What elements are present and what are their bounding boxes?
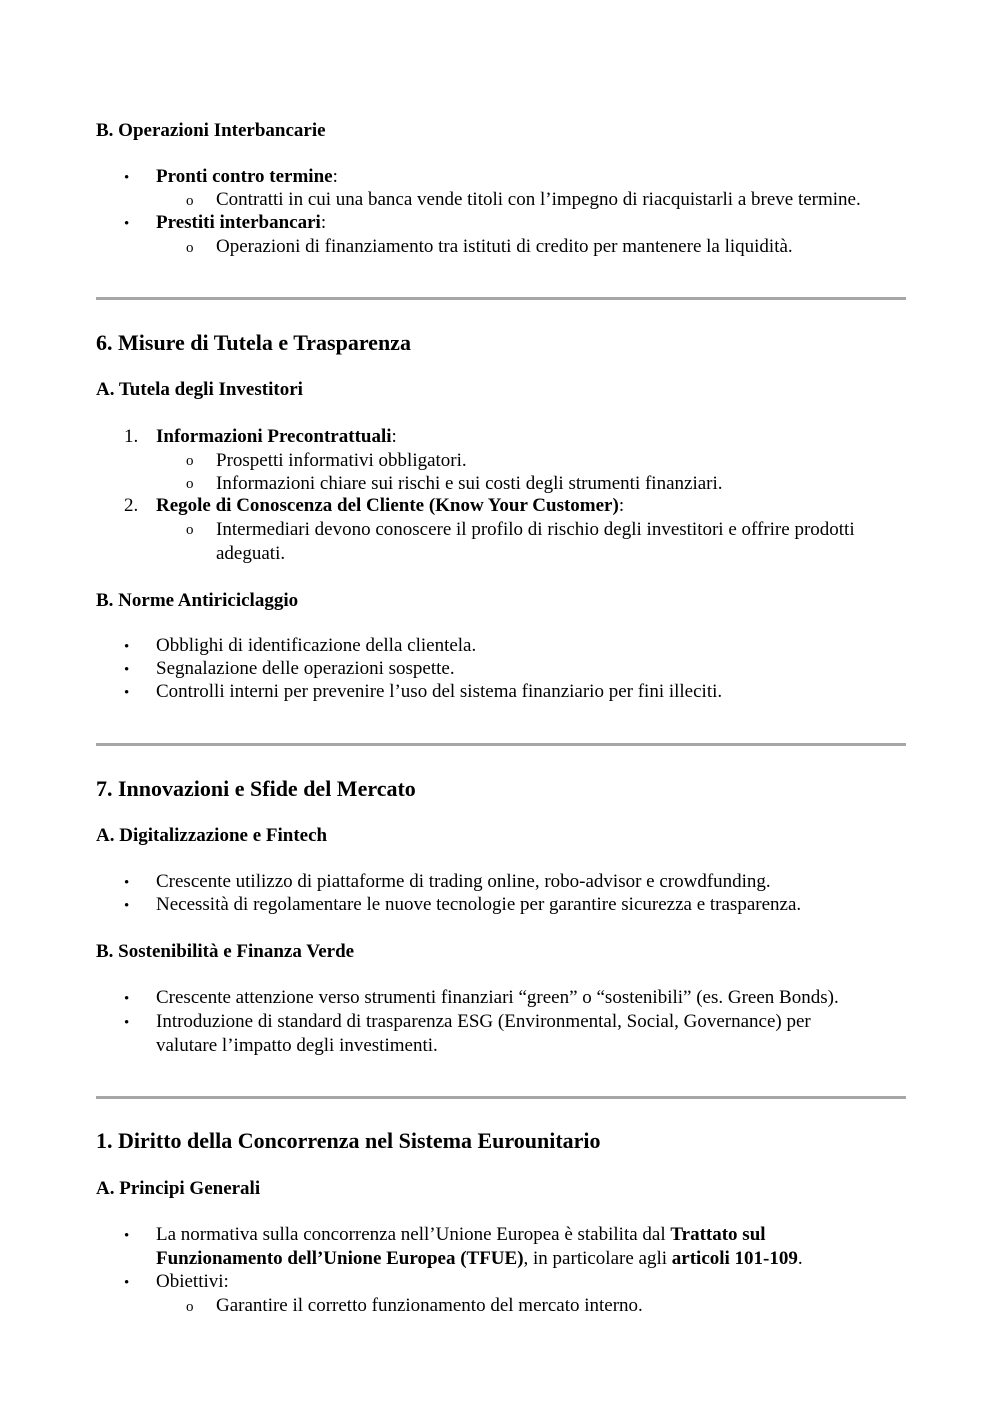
list-item: Obiettivi: xyxy=(156,1271,229,1292)
section-heading: B. Norme Antiriciclaggio xyxy=(96,590,299,611)
section-title: 7. Innovazioni e Sfide del Mercato xyxy=(96,776,416,801)
bullet-disc: • xyxy=(124,991,130,1007)
section-heading: A. Tutela degli Investitori xyxy=(96,379,303,400)
bullet-disc: • xyxy=(124,170,130,186)
sub-list-item: Prospetti informativi obbligatori. xyxy=(216,450,467,471)
bullet-circle: o xyxy=(186,453,194,469)
list-number: 2. xyxy=(124,495,139,516)
bullet-circle: o xyxy=(186,476,194,492)
section-title: 1. Diritto della Concorrenza nel Sistema Eurounitario xyxy=(96,1128,601,1153)
list-item: Prestiti interbancari: xyxy=(156,212,327,233)
list-item: Segnalazione delle operazioni sospette. xyxy=(156,658,455,679)
list-item: Informazioni Precontrattuali: xyxy=(156,426,397,447)
list-item: Regole di Conoscenza del Cliente (Know Your Customer): xyxy=(156,495,625,516)
bullet-disc: • xyxy=(124,1275,130,1291)
bullet-circle: o xyxy=(186,240,194,256)
list-item: Controlli interni per prevenire l’uso del sistema finanziario per fini illeciti. xyxy=(156,681,723,702)
sub-list-item: Intermediari devono conoscere il profilo di rischio degli investitori e offrire prodotti adeguati. xyxy=(216,519,855,564)
list-item: Crescente attenzione verso strumenti finanziari “green” o “sostenibili” (es. Green Bonds). xyxy=(156,987,839,1008)
section-heading: A. Principi Generali xyxy=(96,1178,261,1199)
bullet-circle: o xyxy=(186,1299,194,1315)
horizontal-rule xyxy=(96,1096,906,1099)
bullet-disc: • xyxy=(124,1015,130,1031)
horizontal-rule xyxy=(96,743,906,746)
list-item: Pronti contro termine: xyxy=(156,166,338,187)
horizontal-rule xyxy=(96,297,906,300)
list-item: Introduzione di standard di trasparenza ESG (Environmental, Social, Governance) per valutare l’impatto degli investimenti. xyxy=(156,1011,811,1056)
list-item: La normativa sulla concorrenza nell’Unione Europea è stabilita dal Trattato sul Funzionamento dell’Unione Europea (TFUE), in particolare agli articoli 101-109. xyxy=(156,1224,803,1269)
bullet-circle: o xyxy=(186,522,194,538)
list-number: 1. xyxy=(124,426,139,447)
bullet-disc: • xyxy=(124,898,130,914)
section-title: 6. Misure di Tutela e Trasparenza xyxy=(96,330,411,355)
bullet-disc: • xyxy=(124,1228,130,1244)
bullet-circle: o xyxy=(186,193,194,209)
section-heading: B. Sostenibilità e Finanza Verde xyxy=(96,941,355,962)
sub-list-item: Contratti in cui una banca vende titoli con l’impegno di riacquistarli a breve termine. xyxy=(216,189,861,210)
bullet-disc: • xyxy=(124,639,130,655)
section-heading: B. Operazioni Interbancarie xyxy=(96,120,326,141)
bullet-disc: • xyxy=(124,216,130,232)
sub-list-item: Informazioni chiare sui rischi e sui costi degli strumenti finanziari. xyxy=(216,473,723,494)
list-item: Necessità di regolamentare le nuove tecnologie per garantire sicurezza e trasparenza. xyxy=(156,894,802,915)
list-item: Obblighi di identificazione della clientela. xyxy=(156,635,477,656)
bullet-disc: • xyxy=(124,662,130,678)
section-heading: A. Digitalizzazione e Fintech xyxy=(96,825,328,846)
sub-list-item: Garantire il corretto funzionamento del mercato interno. xyxy=(216,1295,643,1316)
bullet-disc: • xyxy=(124,875,130,891)
bullet-disc: • xyxy=(124,685,130,701)
sub-list-item: Operazioni di finanziamento tra istituti di credito per mantenere la liquidità. xyxy=(216,236,793,257)
list-item: Crescente utilizzo di piattaforme di trading online, robo-advisor e crowdfunding. xyxy=(156,871,771,892)
